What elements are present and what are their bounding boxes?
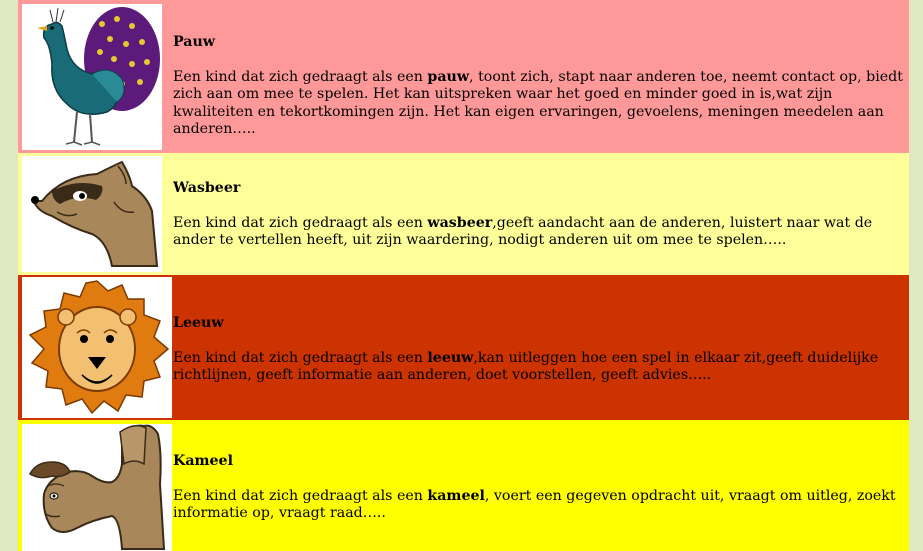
row-text	[173, 34, 903, 139]
lion-icon	[22, 277, 172, 418]
animal-description: Een kind dat zich gedraagt als een wasbeer,geeft aandacht aan de anderen, luistert naar wat de ander te vertellen heeft, uit zijn waardering, nodigt anderen uit om mee te spelen…..	[173, 214, 873, 248]
peacock-icon	[22, 4, 162, 150]
animal-description: Een kind dat zich gedraagt als een kameel, voert een gegeven opdracht uit, vraagt om uitleg, zoekt informatie op, vraagt raad…..	[173, 487, 896, 521]
row-text	[173, 315, 903, 385]
animal-description: Een kind dat zich gedraagt als een leeuw,kan uitleggen hoe een spel in elkaar zit,geeft duidelijke richtlijnen, geeft informatie aan anderen, doet voorstellen, geeft advies…..	[173, 349, 879, 383]
animal-table	[18, 0, 909, 551]
camel-icon	[22, 424, 172, 551]
table-row	[18, 153, 909, 275]
table-row	[18, 0, 909, 153]
animal-title: Kameel	[173, 453, 233, 469]
table-row	[18, 275, 909, 420]
animal-title: Wasbeer	[173, 180, 241, 196]
row-text	[173, 180, 903, 250]
animal-title: Leeuw	[173, 315, 224, 331]
table-row	[18, 420, 909, 551]
row-text	[173, 453, 903, 523]
animal-title: Pauw	[173, 34, 216, 50]
raccoon-icon	[22, 156, 162, 272]
animal-description: Een kind dat zich gedraagt als een pauw, toont zich, stapt naar anderen toe, neemt contact op, biedt zich aan om mee te spelen. Het kan uitspreken waar het goed en minder goed in is,wat zijn kwaliteiten en tekortkomingen zijn. Het kan eigen ervaringen, gevoelens, meningen meedelen aan anderen…..	[173, 68, 903, 137]
